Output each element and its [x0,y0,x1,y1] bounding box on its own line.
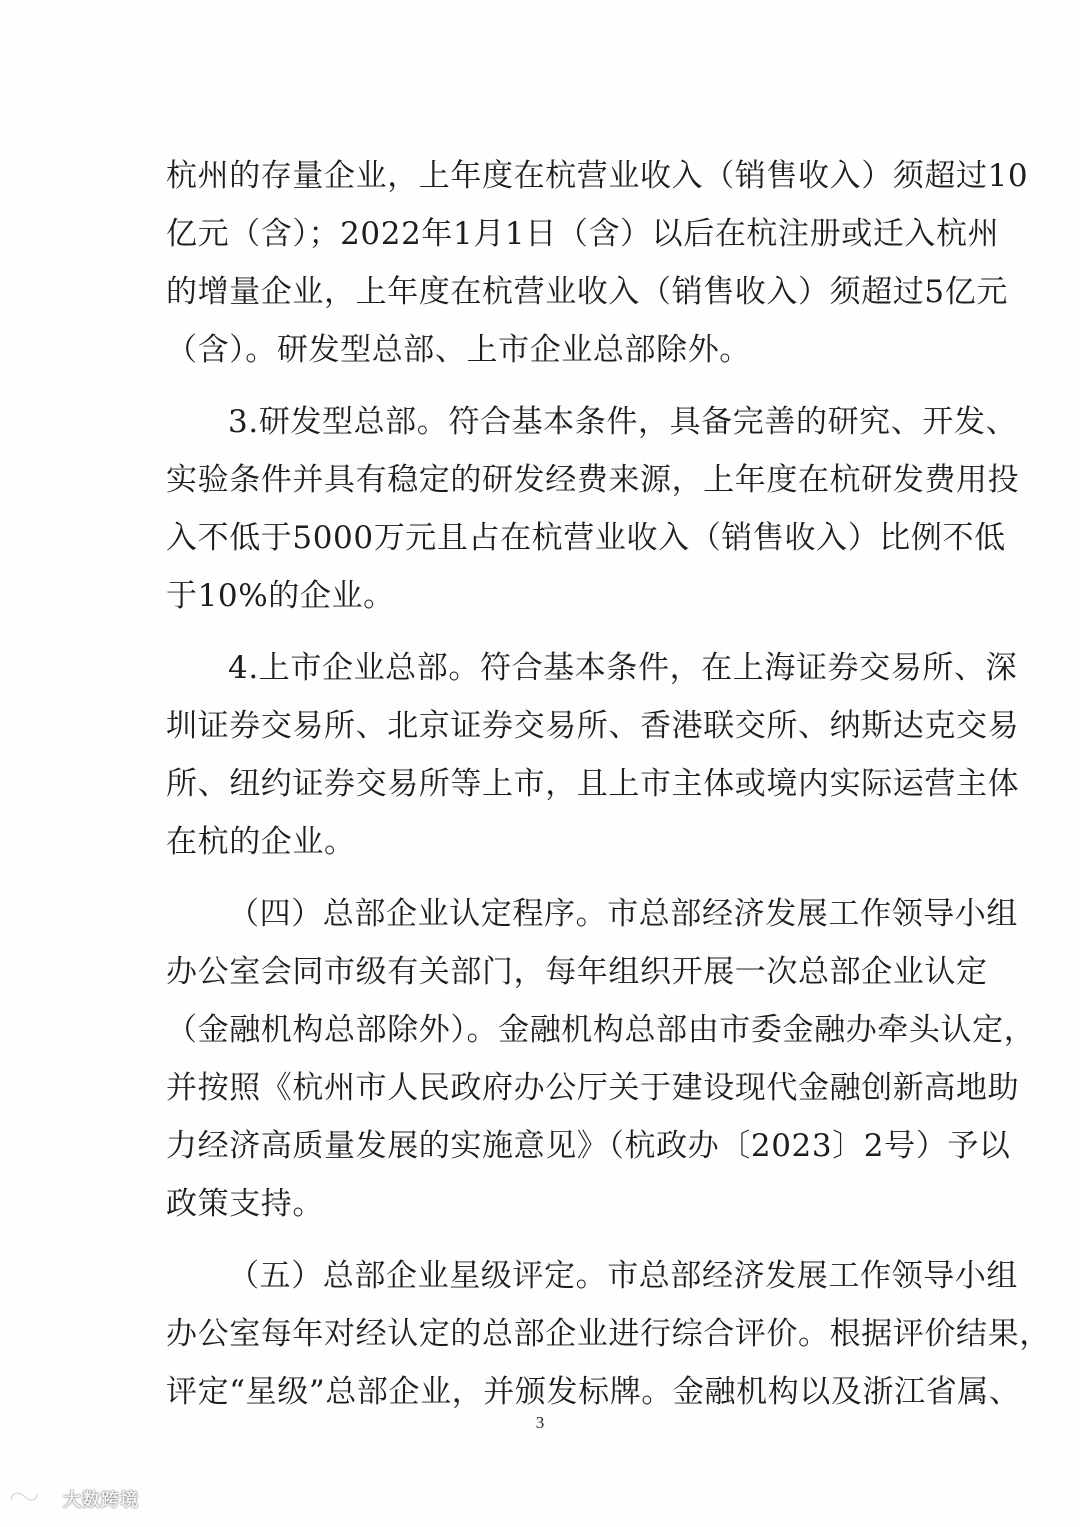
section-four-line-5: 力经济高质量发展的实施意见》（杭政办〔2023〕2号）予以 [166,1128,1011,1164]
paragraph-4-line-2: 圳证券交易所、北京证券交易所、香港联交所、纳斯达克交易 [166,708,1020,744]
paragraph-4-line-1: 4.上市企业总部。符合基本条件，在上海证券交易所、深 [228,650,1018,686]
section-four-line-2: 办公室会同市级有关部门，每年组织开展一次总部企业认定 [166,954,988,990]
section-five-line-3: 评定“星级”总部企业，并颁发标牌。金融机构以及浙江省属、 [166,1374,1021,1410]
body-line-4: （含）。研发型总部、上市企业总部除外。 [166,332,751,368]
paragraph-3-line-1: 3.研发型总部。符合基本条件，具备完善的研究、开发、 [228,404,1018,440]
watermark [7,1481,139,1517]
section-four-line-4: 并按照《杭州市人民政府办公厅关于建设现代金融创新高地助 [166,1070,1020,1106]
section-four-line-6: 政策支持。 [166,1186,324,1222]
paragraph-3-line-4: 于10%的企业。 [166,578,395,614]
paragraph-gap [166,625,918,639]
paragraph-3-line-2: 实验条件并具有稳定的研发经费来源，上年度在杭研发费用投 [166,462,1020,498]
paragraph-4-line-3: 所、纽约证券交易所等上市，且上市主体或境内实际运营主体 [166,766,1020,802]
watermark-text: 大数跨境 [63,1490,139,1511]
section-five-line-2: 办公室每年对经认定的总部企业进行综合评价。根据评价结果， [166,1316,1051,1352]
paragraph-3-line-3: 入不低于5000万元且占在杭营业收入（销售收入）比例不低 [166,520,1006,556]
paragraph-gap [166,871,918,885]
section-four-line-1: （四）总部企业认定程序。市总部经济发展工作领导小组 [228,896,1018,932]
paragraph-gap [166,1233,918,1247]
body-line-2: 亿元（含）；2022年1月1日（含）以后在杭注册或迁入杭州 [166,216,1000,252]
section-five-line-1: （五）总部企业星级评定。市总部经济发展工作领导小组 [228,1258,1018,1294]
document-body [166,147,1051,1421]
infinity-logo-icon [7,1487,57,1511]
section-four-line-3: （金融机构总部除外）。金融机构总部由市委金融办牵头认定， [166,1012,1036,1048]
body-line-3: 的增量企业，上年度在杭营业收入（销售收入）须超过5亿元 [166,274,1008,310]
page-number: 3 [535,1413,545,1432]
body-line-1: 杭州的存量企业，上年度在杭营业收入（销售收入）须超过10 [166,158,1029,194]
paragraph-gap [166,379,918,393]
paragraph-4-line-4: 在杭的企业。 [166,824,356,860]
